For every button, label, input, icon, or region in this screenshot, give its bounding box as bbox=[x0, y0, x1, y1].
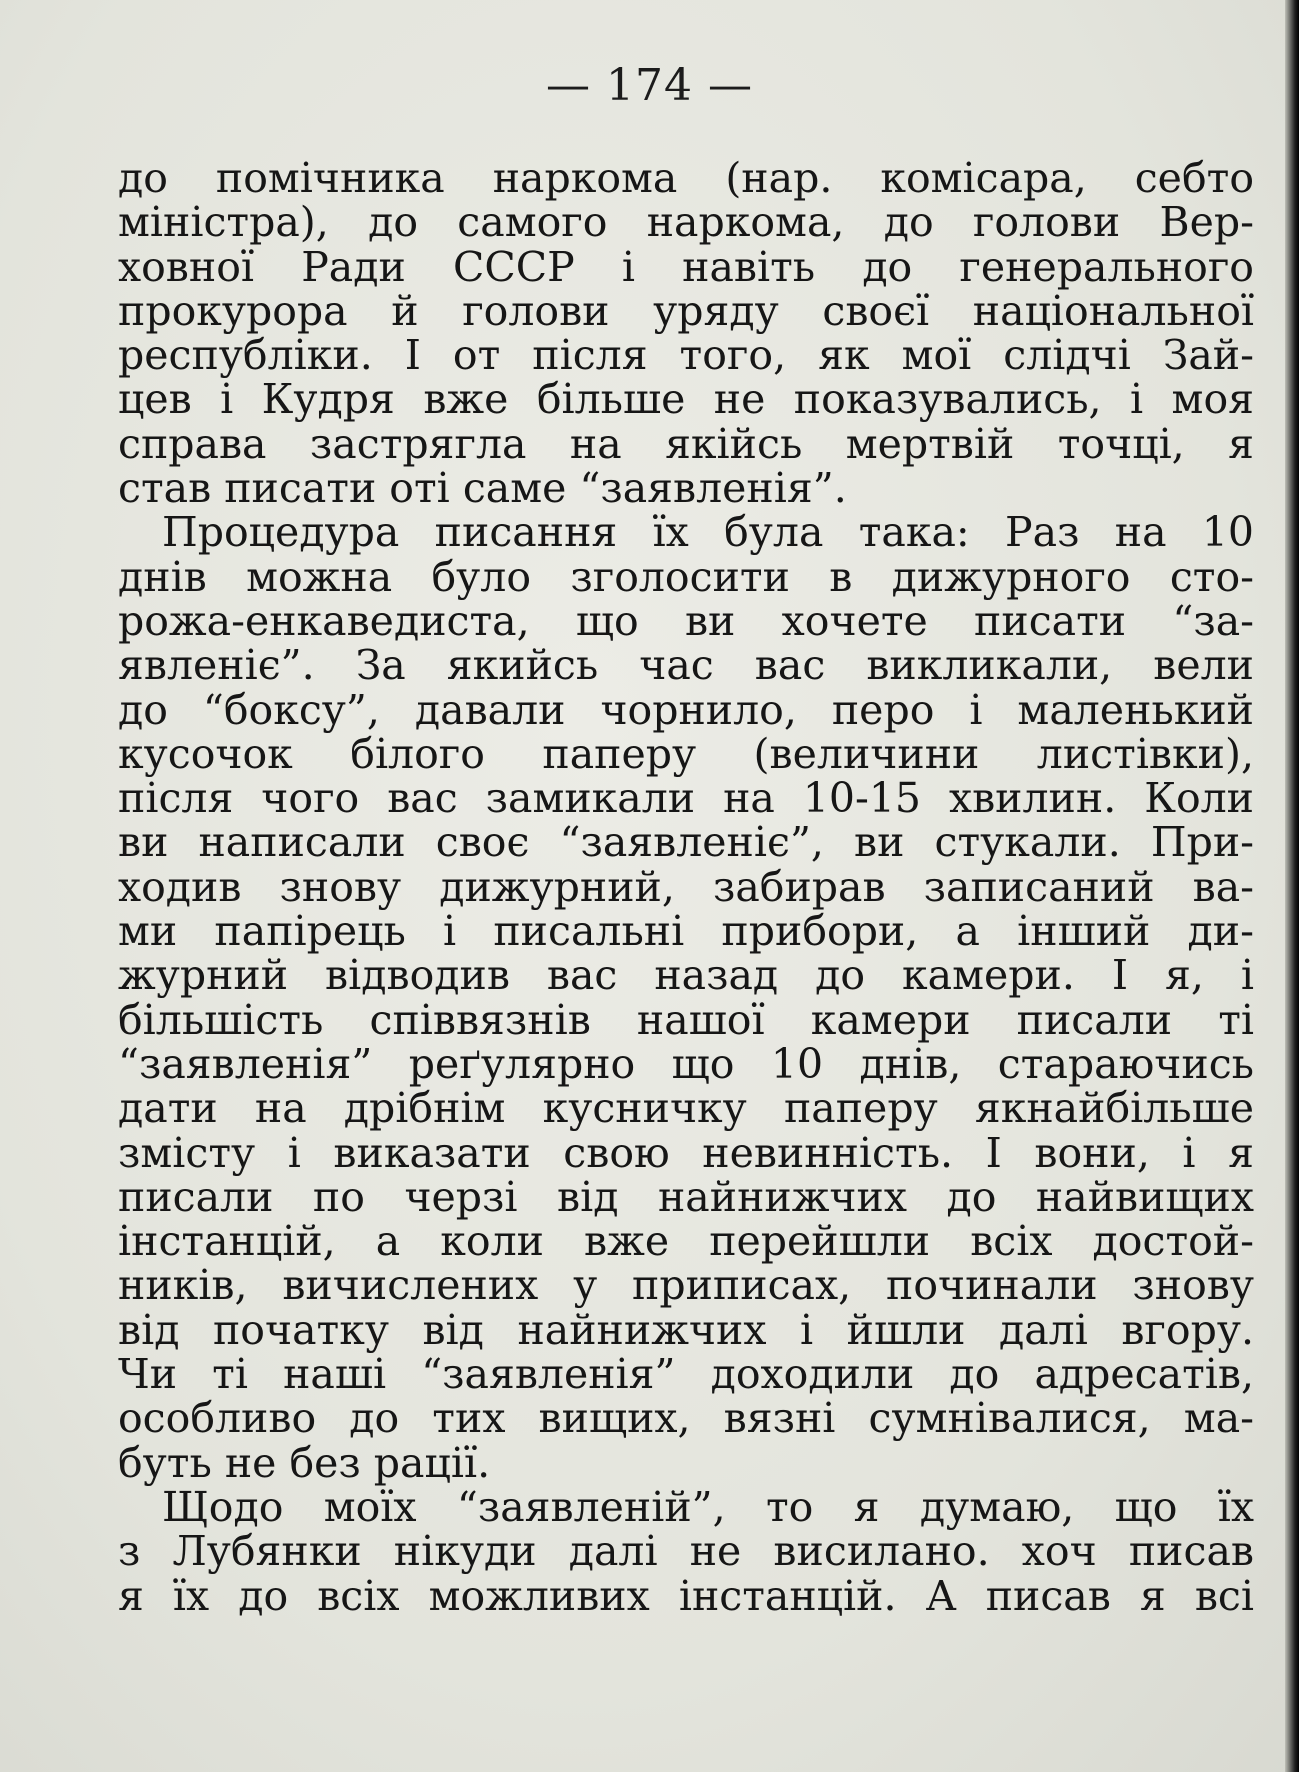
text-line: рожа-енкаведиста, що ви хочете писати “за- bbox=[118, 596, 1254, 645]
text-line: змісту і виказати свою невинність. І вони, і я bbox=[118, 1128, 1254, 1177]
text-line: після чого вас замикали на 10-15 хвилин. Коли bbox=[118, 774, 1254, 823]
page-number: — 174 — bbox=[546, 60, 753, 111]
text-line: від початку від найнижчих і йшли далі вгору. bbox=[118, 1305, 1254, 1354]
text-line: кусочок білого паперу (величини листівки), bbox=[118, 729, 1254, 778]
text-line: явленіє”. За якийсь час вас викликали, вели bbox=[118, 641, 1254, 690]
text-line: Чи ті наші “заявленія” доходили до адресатів, bbox=[118, 1350, 1254, 1399]
text-line: до помічника наркома (нар. комісара, себто bbox=[118, 154, 1254, 202]
text-line: з Лубянки нікуди далі не висилано. хоч писав bbox=[118, 1527, 1254, 1576]
text-line: Процедура писання їх була така: Раз на 10 bbox=[162, 508, 1254, 557]
text-line: став писати оті саме “заявленія”. bbox=[118, 464, 847, 513]
text-line: буть не без рації. bbox=[118, 1438, 491, 1487]
paragraph-3 bbox=[118, 1482, 1254, 1620]
text-line: ми папірець і писальні прибори, а інший ди- bbox=[118, 907, 1254, 956]
text-line: дати на дрібнім кусничку паперу якнайбільше bbox=[118, 1084, 1254, 1133]
text-line: ви написали своє “заявленіє”, ви стукали. При- bbox=[118, 818, 1254, 867]
text-line: інстанцій, а коли вже перейшли всіх достой- bbox=[118, 1217, 1254, 1266]
text-line: журний відводив вас назад до камери. І я, і bbox=[118, 951, 1254, 1000]
paragraph-1 bbox=[118, 154, 1254, 513]
text-line: міністра), до самого наркома, до голови Вер- bbox=[118, 198, 1254, 247]
text-line: “заявленія” реґулярно що 10 днів, стараючись bbox=[118, 1039, 1254, 1088]
text-line: прокурора й голови уряду своєї національної bbox=[118, 286, 1254, 335]
page-text bbox=[118, 156, 1254, 1618]
text-line: справа застрягла на якійсь мертвій точці, я bbox=[118, 419, 1254, 468]
text-line: до “боксу”, давали чорнило, перо і маленький bbox=[118, 685, 1254, 734]
text-line: ходив знову дижурний, забирав записаний ва- bbox=[118, 862, 1254, 911]
text-line: більшість співвязнів нашої камери писали ті bbox=[118, 995, 1254, 1044]
paragraph-2 bbox=[118, 510, 1254, 1485]
page-edge-shadow bbox=[1285, 0, 1299, 1772]
text-line: писали по черзі від найнижчих до найвищих bbox=[118, 1172, 1254, 1221]
text-line: цев і Кудря вже більше не показувались, і моя bbox=[118, 375, 1254, 424]
text-line: ників, вичислених у приписах, починали знову bbox=[118, 1261, 1254, 1310]
text-line: республіки. І от після того, як мої слідчі Зай- bbox=[118, 331, 1254, 380]
text-line: днів можна було зголосити в дижурного сто- bbox=[118, 552, 1254, 601]
text-line: ховної Ради СССР і навіть до генерального bbox=[118, 242, 1254, 291]
text-line: особливо до тих вищих, вязні сумнівалися, ма- bbox=[118, 1394, 1254, 1443]
text-line: я їх до всіх можливих інстанцій. А писав я всі bbox=[118, 1571, 1254, 1620]
text-line: Щодо моїх “заявленій”, то я думаю, що їх bbox=[162, 1482, 1254, 1531]
